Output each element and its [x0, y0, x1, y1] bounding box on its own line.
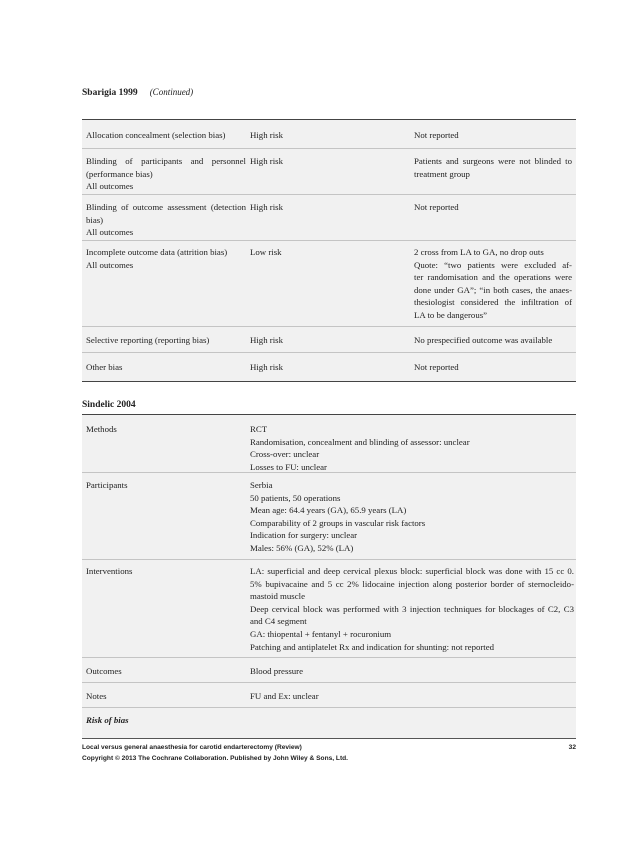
support: 2 cross from LA to GA, no drop outs Quote: “two patients were excluded af- ter randomisation and the operations were done under GA”; “in both cases, the anaes- thesiologist considered the infiltration of LA to be dangerous” — [414, 247, 572, 320]
bias-domain: Allocation concealment (selection bias) — [86, 130, 226, 140]
study-title: Sbarigia 1999 — [82, 88, 138, 98]
table-row — [82, 120, 576, 149]
support: Patients and surgeons were not blinded to treatment group — [414, 156, 572, 179]
table-row — [82, 149, 576, 195]
row-label: Interventions — [86, 566, 133, 576]
support: Not reported — [414, 362, 459, 372]
bias-domain: Selective reporting (reporting bias) — [86, 335, 210, 345]
page-footer — [82, 744, 576, 762]
judgement: High risk — [250, 130, 283, 140]
row-content: LA: superficial and deep cervical plexus block: superficial block was done with 15 cc 0. 5% bupivacaine and 5 cc 2% lidocaine injection along posterior border of sternocleido- mastoid muscle Deep cervical block was performed with 3 injection techniques for blockages of C2, C3 and C4 segment GA: thiopental + fentanyl + rocuronium Patching and antiplatelet Rx and indication for shunting: not reported — [250, 566, 574, 652]
row-content: FU and Ex: unclear — [250, 691, 319, 701]
footer-title: Local versus general anaesthesia for carotid endarterectomy (Review) — [82, 744, 302, 751]
bias-domain: Other bias — [86, 362, 123, 372]
judgement: Low risk — [250, 247, 282, 257]
row-content: RCT Randomisation, concealment and blinding of assessor: unclear Cross-over: unclear Losses to FU: unclear — [250, 424, 470, 472]
risk-of-bias-table — [82, 119, 576, 382]
page-number: 32 — [568, 744, 576, 751]
row-label: Notes — [86, 691, 107, 701]
table-row — [82, 415, 576, 473]
bias-domain: Incomplete outcome data (attrition bias) All outcomes — [86, 247, 228, 270]
judgement: High risk — [250, 156, 283, 166]
support: Not reported — [414, 130, 459, 140]
judgement: High risk — [250, 362, 283, 372]
table-row — [82, 560, 576, 658]
study-title: Sindelic 2004 — [82, 400, 136, 410]
judgement: High risk — [250, 335, 283, 345]
footer-copyright: Copyright © 2013 The Cochrane Collaboration. Published by John Wiley & Sons, Ltd. — [82, 755, 349, 762]
bias-domain: Blinding of participants and personnel (performance bias) All outcomes — [86, 156, 246, 192]
row-content: Serbia 50 patients, 50 operations Mean age: 64.4 years (GA), 65.9 years (LA) Comparability of 2 groups in vascular risk factors Indication for surgery: unclear Males: 56% (GA), 52% (LA) — [250, 480, 426, 553]
table-row — [82, 327, 576, 353]
study-characteristics-table — [82, 414, 576, 739]
risk-of-bias-label: Risk of bias — [86, 715, 129, 725]
table-row — [82, 473, 576, 560]
table-row — [82, 658, 576, 683]
table-row — [82, 241, 576, 327]
study-heading-sindelic — [82, 400, 136, 410]
row-content: Blood pressure — [250, 666, 304, 676]
support: No prespecified outcome was available — [414, 335, 553, 345]
row-label: Participants — [86, 480, 128, 490]
judgement: High risk — [250, 202, 283, 212]
row-label: Methods — [86, 424, 117, 434]
row-label: Outcomes — [86, 666, 122, 676]
table-row — [82, 683, 576, 708]
support: Not reported — [414, 202, 459, 212]
table-row — [82, 353, 576, 381]
table-row — [82, 195, 576, 241]
continued-label: (Continued) — [149, 87, 194, 97]
bias-domain: Blinding of outcome assessment (detection bias) All outcomes — [86, 202, 246, 238]
table-row — [82, 708, 576, 738]
study-heading-sbarigia — [82, 87, 193, 98]
